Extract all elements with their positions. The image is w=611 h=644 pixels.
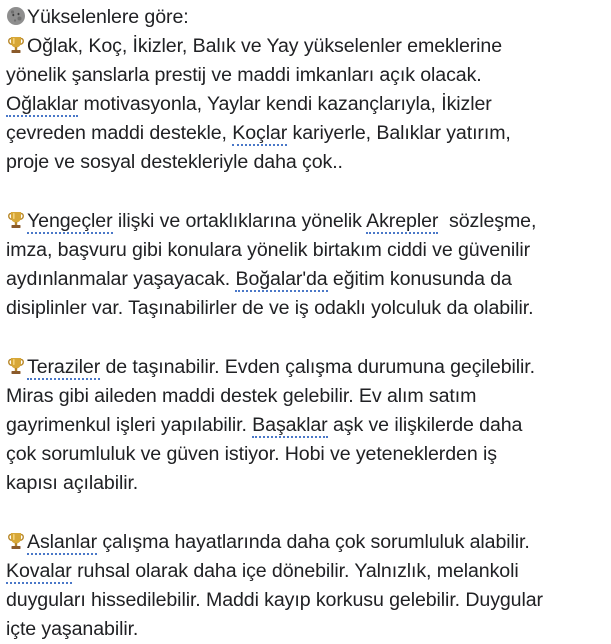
p1-text-4a: çevreden maddi destekle, [6, 122, 233, 144]
spell-underline-teraziler: Teraziler [27, 356, 101, 378]
trophy-icon [6, 210, 26, 230]
p3-line-4 [6, 440, 606, 469]
p2-line-1 [6, 207, 606, 236]
p4-line-3 [6, 586, 606, 615]
p3-line-3 [6, 411, 606, 440]
intro-line [6, 3, 606, 32]
trophy-icon [6, 35, 26, 55]
p4-text-2b: ruhsal olarak daha içe dönebilir. Yalnızlık, melankoli [71, 560, 519, 582]
p1-line-1 [6, 32, 606, 61]
paragraph-gap [6, 498, 606, 528]
p3-line-1 [6, 353, 606, 382]
spell-underline-aslanlar: Aslanlar [27, 531, 97, 553]
spell-underline-bogalarda: Boğalar'da [235, 268, 328, 290]
trophy-icon [6, 356, 26, 376]
p4-line-2 [6, 557, 606, 586]
p1-text-5: proje ve sosyal destekleriyle daha çok.. [6, 151, 343, 173]
p3-text-4: çok sorumluluk ve güven istiyor. Hobi ve yeteneklerden iş [6, 443, 497, 465]
p2-text-2: imza, başvuru gibi konulara yönelik birtakım ciddi ve güvenilir [6, 239, 531, 261]
p1-text-3: motivasyonla, Yaylar kendi kazançlarıyla, İkizler [78, 93, 492, 115]
p1-text-1: Oğlak, Koç, İkizler, Balık ve Yay yükselenler emeklerine [27, 35, 503, 57]
p2-text-4: disiplinler var. Taşınabilirler de ve iş odaklı yolculuk da olabilir. [6, 297, 534, 319]
p3-text-2: Miras gibi aileden maddi destek gelebilir. Ev alım satım [6, 385, 477, 407]
trophy-icon [6, 531, 26, 551]
p2-text-1b: ilişki ve ortaklıklarına yönelik [112, 210, 367, 232]
p1-line-3 [6, 90, 606, 119]
p3-text-3a: gayrimenkul işleri yapılabilir. [6, 414, 253, 436]
p2-line-3 [6, 265, 606, 294]
p2-text-3a: aydınlanmalar yaşayacak. [6, 268, 236, 290]
spell-underline-basaklar: Başaklar [252, 414, 328, 436]
post-body [6, 3, 606, 644]
p3-text-5: kapısı açılabilir. [6, 472, 139, 494]
p4-line-4 [6, 615, 606, 644]
paragraph-gap [6, 323, 606, 353]
new-moon-face-icon [6, 6, 26, 26]
intro-text: Yükselenlere göre: [27, 6, 189, 28]
p2-text-1d: sözleşme, [438, 210, 537, 232]
p2-line-4 [6, 294, 606, 323]
p3-line-5 [6, 469, 606, 498]
spell-underline-akrepler: Akrepler [366, 210, 439, 232]
p1-line-5 [6, 148, 606, 177]
p1-text-2: yönelik şanslarla prestij ve maddi imkanları açık olacak. [6, 64, 482, 86]
p2-text-3c: eğitim konusunda da [327, 268, 512, 290]
spell-underline-yengecler: Yengeçler [27, 210, 113, 232]
p3-line-2 [6, 382, 606, 411]
spell-underline-kovalar: Kovalar [6, 560, 72, 582]
spell-underline-koclar: Koçlar [232, 122, 288, 144]
p1-text-4c: kariyerle, Balıklar yatırım, [287, 122, 511, 144]
p1-line-2 [6, 61, 606, 90]
p1-line-4 [6, 119, 606, 148]
p4-line-1 [6, 528, 606, 557]
p4-text-4: içte yaşanabilir. [6, 618, 139, 640]
p4-text-1b: çalışma hayatlarında daha çok sorumluluk alabilir. [97, 531, 530, 553]
p3-text-3c: aşk ve ilişkilerde daha [327, 414, 523, 436]
p2-line-2 [6, 236, 606, 265]
spell-underline-oglaklar: Oğlaklar [6, 93, 79, 115]
paragraph-gap [6, 177, 606, 207]
p3-text-1b: de taşınabilir. Evden çalışma durumuna geçilebilir. [100, 356, 535, 378]
p4-text-3: duyguları hissedilebilir. Maddi kayıp korkusu gelebilir. Duygular [6, 589, 543, 611]
